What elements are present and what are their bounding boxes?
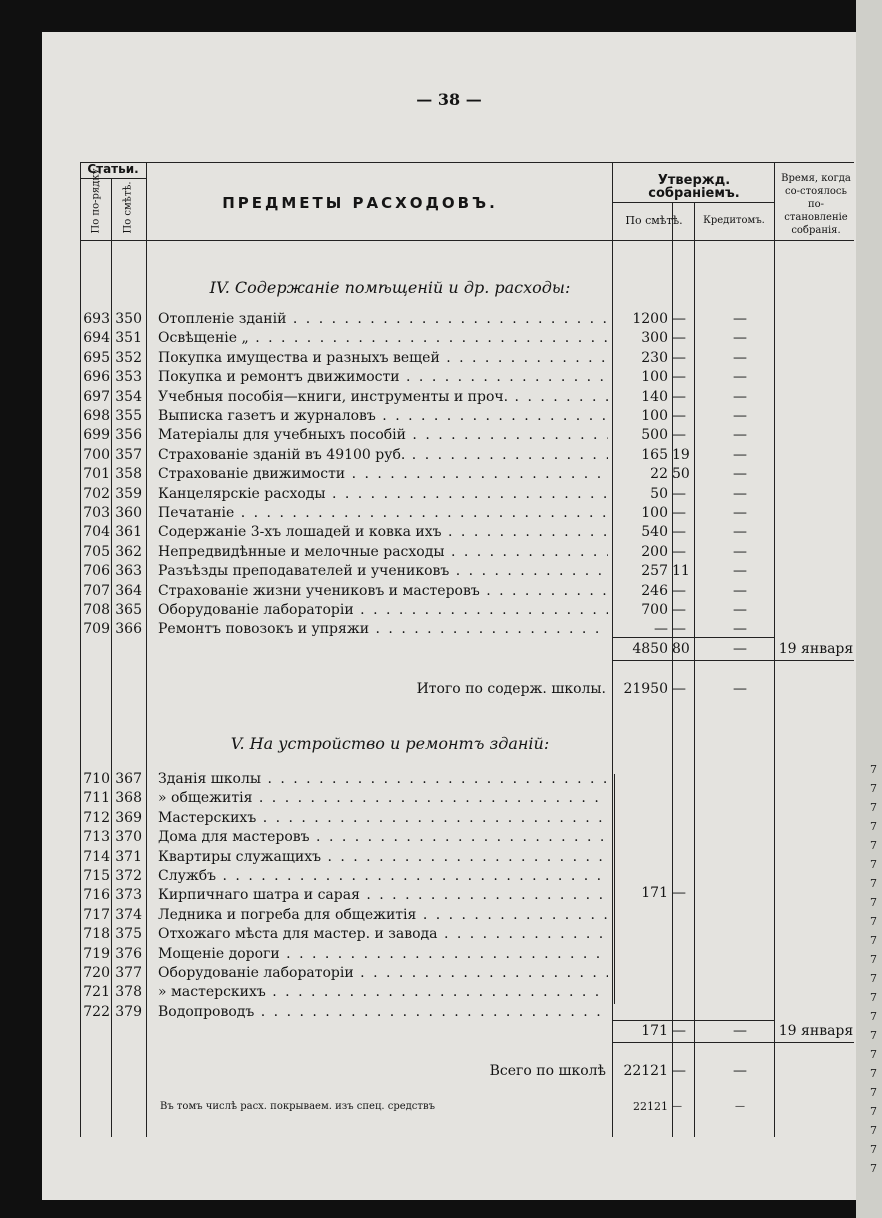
document-page	[42, 32, 856, 1200]
cell-n1: 708	[83, 602, 110, 618]
cell-n2: 368	[115, 790, 142, 807]
cell-kop: —	[672, 543, 686, 560]
table-row	[80, 543, 854, 561]
cell-item: Разъѣзды преподавателей и учениковъ . . .	[158, 562, 608, 580]
cell-amount: 700	[641, 602, 668, 618]
table-row	[80, 828, 854, 846]
cell-n1: 715	[83, 868, 110, 884]
page-number: — 38 —	[416, 90, 482, 109]
cell-n1: 697	[83, 388, 110, 405]
cell-item: Покупка имущества и разныхъ вещей . . .	[158, 349, 608, 367]
cell-n1: 717	[83, 906, 110, 923]
cell-item: Печатаніе . . .	[158, 504, 608, 522]
cell-amount: 540	[641, 524, 668, 541]
cell-n2: 377	[115, 965, 142, 981]
header-po-smete: По смѣтѣ.	[122, 181, 134, 234]
table-row	[80, 504, 854, 522]
cell-amount: 246	[641, 582, 668, 599]
cell-credit: —	[733, 446, 747, 463]
table-row	[80, 906, 854, 924]
table-title: ПРЕДМЕТЫ РАСХОДОВЪ.	[222, 194, 498, 212]
header-vremya: Время, когда со-стоялось по-становленіе собранія.	[781, 173, 851, 236]
cell-n2: 351	[115, 330, 142, 347]
cell-credit: —	[733, 563, 747, 580]
cell-n2: 354	[115, 388, 142, 405]
cell-item: Мощеніе дороги . . .	[158, 945, 608, 963]
cell-kop: —	[672, 311, 686, 327]
cell-n2: 357	[115, 446, 142, 463]
cell-n2: 375	[115, 926, 142, 943]
cell-n1: 701	[83, 466, 110, 483]
table-row	[80, 523, 854, 541]
cell-n1: 703	[83, 505, 110, 521]
section-5-title: V. На устройство и ремонтъ зданій:	[230, 734, 550, 753]
cell-n2: 365	[115, 602, 142, 618]
table-row	[80, 465, 854, 483]
cell-n1: 695	[83, 349, 110, 366]
table-row	[80, 349, 854, 367]
cell-n1: 709	[83, 621, 110, 638]
cell-n1: 720	[83, 965, 110, 981]
cell-credit: —	[733, 602, 747, 618]
cell-item: Отхожаго мѣста для мастер. и завода . . .	[158, 925, 608, 943]
cell-item: Страхованіе зданій въ 49100 руб. . . .	[158, 446, 608, 464]
cell-credit: —	[733, 582, 747, 599]
cell-kop: —	[672, 427, 686, 444]
cell-item: Отопленіе зданій . . .	[158, 310, 608, 328]
cell-kop: —	[672, 388, 686, 405]
cell-n2: 355	[115, 408, 142, 424]
cell-kop: —	[672, 349, 686, 366]
cell-item: Покупка и ремонтъ движимости . . .	[158, 368, 608, 386]
cell-kop: 50	[672, 466, 690, 483]
table-row	[80, 601, 854, 619]
cell-n1: 704	[83, 524, 110, 541]
cell-n1: 698	[83, 408, 110, 424]
cell-kop: 19	[672, 446, 690, 463]
cell-amount: —	[654, 621, 668, 638]
cell-kop: —	[672, 330, 686, 347]
cell-amount: 257	[641, 563, 668, 580]
table-row	[80, 329, 854, 347]
table-row	[80, 582, 854, 600]
cell-n1: 719	[83, 945, 110, 962]
cell-credit: —	[733, 505, 747, 521]
cell-n2: 370	[115, 829, 142, 846]
cell-item: Непредвидѣнные и мелочные расходы . . .	[158, 543, 608, 561]
cell-item: Страхованіе движимости . . .	[158, 465, 608, 483]
section-4-subtotal: 4850 80 — 19 января	[632, 641, 854, 657]
header-utverzhd: Утвержд. собраніемъ.	[648, 173, 740, 201]
cell-item: Службъ . . .	[158, 867, 608, 885]
section-5-subtotal: 171 — — 19 января	[641, 1023, 854, 1039]
section-4-title: IV. Содержаніе помѣщеній и др. расходы:	[209, 278, 571, 297]
cell-credit: —	[733, 427, 747, 444]
cell-n2: 358	[115, 466, 142, 483]
cell-n2: 369	[115, 809, 142, 826]
cell-amount: 50	[650, 485, 668, 502]
cell-n2: 367	[115, 771, 142, 787]
cell-n2: 364	[115, 582, 142, 599]
cell-n2: 376	[115, 945, 142, 962]
subtotal-date: 19 января	[778, 641, 854, 657]
cell-amount: 500	[641, 427, 668, 444]
cell-kop: —	[672, 369, 686, 386]
cell-n2: 362	[115, 543, 142, 560]
cell-n1: 722	[83, 1003, 110, 1020]
cell-kop: —	[672, 485, 686, 502]
cell-n1: 714	[83, 848, 110, 865]
cell-amount: 100	[641, 408, 668, 424]
cell-credit: —	[733, 369, 747, 386]
header-po-poryadku: По по-рядку.	[90, 165, 102, 234]
table-row	[80, 310, 854, 328]
cell-amount: 100	[641, 369, 668, 386]
cell-item: Оборудованіе лабораторіи . . .	[158, 601, 608, 619]
cell-kop: —	[672, 602, 686, 618]
table-row	[80, 446, 854, 464]
table-row	[80, 925, 854, 943]
cell-item: Оборудованіе лабораторіи . . .	[158, 964, 608, 982]
cell-item: Выписка газетъ и журналовъ . . .	[158, 407, 608, 425]
grand-total: Всего по школѣ 22121 — —	[489, 1063, 747, 1079]
cell-n2: 379	[115, 1003, 142, 1020]
cell-amount: 100	[641, 505, 668, 521]
cell-n2: 352	[115, 349, 142, 366]
cell-n1: 699	[83, 427, 110, 444]
cell-credit: —	[733, 330, 747, 347]
cell-credit: —	[733, 388, 747, 405]
table-row	[80, 368, 854, 386]
cell-n1: 693	[83, 311, 110, 327]
cell-n1: 694	[83, 330, 110, 347]
cell-kop: —	[672, 524, 686, 541]
cell-item: Дома для мастеровъ . . .	[158, 828, 608, 846]
cell-n1: 718	[83, 926, 110, 943]
cell-kop: —	[672, 408, 686, 424]
header-stati: Статьи.	[87, 162, 139, 176]
table-row	[80, 809, 854, 827]
cell-n2: 350	[115, 311, 142, 327]
table-row	[80, 964, 854, 982]
subtotal-date: 19 января	[778, 1023, 854, 1039]
brace-amount: 171 —	[641, 885, 686, 901]
cell-n2: 378	[115, 984, 142, 1001]
table-row	[80, 770, 854, 788]
adjacent-page-marks: 7 7 7 7 7 7 7 7 7 7 7 7 7 7 7 7 7 7 7 7 7 7	[870, 763, 877, 1175]
table-row	[80, 1003, 854, 1021]
expense-table	[80, 162, 854, 1137]
cell-n1: 705	[83, 543, 110, 560]
cell-n1: 702	[83, 485, 110, 502]
cell-item: Мастерскихъ . . .	[158, 809, 608, 827]
cell-n1: 716	[83, 887, 110, 904]
cell-credit: —	[733, 524, 747, 541]
cell-item: Ледника и погреба для общежитія . . .	[158, 906, 608, 924]
cell-credit: —	[733, 466, 747, 483]
table-row	[80, 983, 854, 1001]
cell-item: » общежитія . . .	[158, 789, 608, 807]
cell-n1: 712	[83, 809, 110, 826]
cell-credit: —	[733, 349, 747, 366]
cell-n1: 700	[83, 446, 110, 463]
cell-item: Зданія школы . . .	[158, 770, 608, 788]
cell-n1: 711	[83, 790, 110, 807]
cell-n2: 360	[115, 505, 142, 521]
cell-n1: 721	[83, 984, 110, 1001]
table-row	[80, 867, 854, 885]
cell-item: Страхованіе жизни учениковъ и мастеровъ . . .	[158, 582, 608, 600]
cell-item: Содержаніе 3-хъ лошадей и ковка ихъ . . .	[158, 523, 608, 541]
table-row	[80, 485, 854, 503]
cell-amount: 300	[641, 330, 668, 347]
cell-n2: 372	[115, 868, 142, 884]
cell-amount: 22	[650, 466, 668, 483]
cell-item: Квартиры служащихъ . . .	[158, 848, 608, 866]
cell-item: Кирпичнаго шатра и сарая . . .	[158, 886, 608, 904]
table-row	[80, 945, 854, 963]
cell-amount: 200	[641, 543, 668, 560]
cell-n2: 363	[115, 563, 142, 580]
cell-item: Ремонтъ повозокъ и упряжи . . .	[158, 620, 608, 638]
cell-n2: 374	[115, 906, 142, 923]
cell-n2: 373	[115, 887, 142, 904]
cell-n1: 710	[83, 771, 110, 787]
cell-kop: —	[672, 582, 686, 599]
cell-credit: —	[733, 311, 747, 327]
cell-credit: —	[733, 621, 747, 638]
special-funds-row: Въ томъ числѣ расх. покрываем. изъ спец. средствъ 22121 — —	[160, 1100, 745, 1113]
cell-n2: 366	[115, 621, 142, 638]
cell-amount: 165	[641, 446, 668, 463]
table-row	[80, 848, 854, 866]
cell-n2: 361	[115, 524, 142, 541]
cell-amount: 1200	[632, 311, 668, 327]
cell-n1: 696	[83, 369, 110, 386]
cell-n1: 707	[83, 582, 110, 599]
cell-item: Учебныя пособія—книги, инструменты и проч. . . .	[158, 388, 608, 406]
table-row	[80, 562, 854, 580]
cell-kop: —	[672, 505, 686, 521]
cell-n1: 713	[83, 829, 110, 846]
table-row	[80, 426, 854, 444]
table-row	[80, 388, 854, 406]
cell-item: Освѣщеніе „ . . .	[158, 329, 608, 347]
cell-amount: 230	[641, 349, 668, 366]
header-po-smete-col: По смѣтѣ.	[625, 214, 683, 227]
header-kreditom: Кредитомъ.	[703, 215, 765, 226]
cell-amount: 140	[641, 388, 668, 405]
table-row	[80, 620, 854, 638]
cell-item: Канцелярскіе расходы . . .	[158, 485, 608, 503]
cell-n2: 371	[115, 848, 142, 865]
cell-n2: 353	[115, 369, 142, 386]
cell-credit: —	[733, 543, 747, 560]
cell-kop: 11	[672, 563, 690, 580]
table-row	[80, 407, 854, 425]
section-4-total: Итого по содерж. школы. 21950 — —	[416, 681, 747, 697]
cell-item: Водопроводъ . . .	[158, 1003, 608, 1021]
cell-kop: —	[672, 621, 686, 638]
cell-n2: 356	[115, 427, 142, 444]
cell-item: Матеріалы для учебныхъ пособій . . .	[158, 426, 608, 444]
cell-n2: 359	[115, 485, 142, 502]
cell-credit: —	[733, 408, 747, 424]
cell-credit: —	[733, 485, 747, 502]
table-row	[80, 789, 854, 807]
cell-item: » мастерскихъ . . .	[158, 983, 608, 1001]
cell-n1: 706	[83, 563, 110, 580]
